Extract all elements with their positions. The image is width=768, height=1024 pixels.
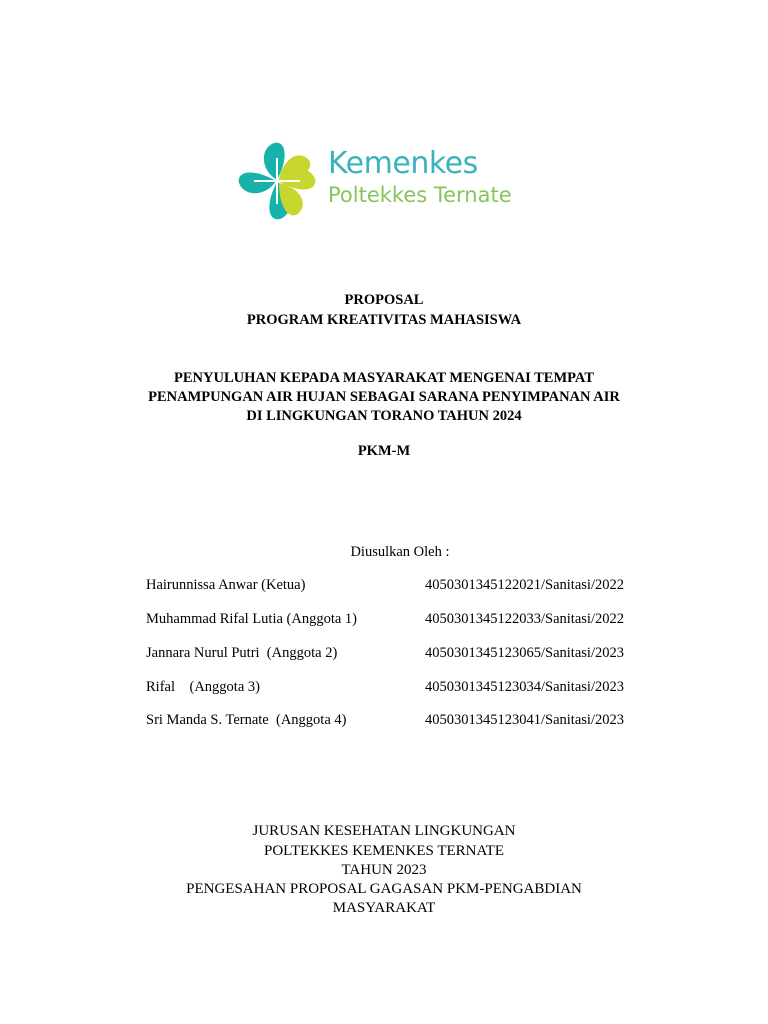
footer-institution: POLTEKKES KEMENKES TERNATE xyxy=(263,843,504,859)
proposal-heading: PROPOSAL xyxy=(344,292,424,308)
member-id: 4050301345123065/Sanitasi/2023 xyxy=(425,645,624,661)
proposal-title-line-2: PENAMPUNGAN AIR HUJAN SEBAGAI SARANA PENYIMPANAN AIR xyxy=(148,389,620,405)
proposal-type: PKM-M xyxy=(357,443,411,459)
logo-brand-text: Kemenkes xyxy=(328,146,478,181)
proposal-title-line-3: DI LINGKUNGAN TORANO TAHUN 2024 xyxy=(246,408,522,424)
kemenkes-emblem-icon xyxy=(236,140,318,222)
member-id: 4050301345123041/Sanitasi/2023 xyxy=(425,712,624,728)
footer-approval-line-1: PENGESAHAN PROPOSAL GAGASAN PKM-PENGABDIAN xyxy=(186,881,582,897)
footer-year: TAHUN 2023 xyxy=(341,862,427,878)
member-name: Muhammad Rifal Lutia (Anggota 1) xyxy=(146,611,358,627)
proposer-label: Diusulkan Oleh : xyxy=(350,544,450,560)
logo-institution-text: Poltekkes Ternate xyxy=(328,183,512,207)
member-name: Sri Manda S. Ternate (Anggota 4) xyxy=(146,712,347,728)
member-id: 4050301345122033/Sanitasi/2022 xyxy=(425,611,624,627)
footer-approval-line-2: MASYARAKAT xyxy=(332,900,436,916)
member-id: 4050301345123034/Sanitasi/2023 xyxy=(425,679,624,695)
member-id: 4050301345122021/Sanitasi/2022 xyxy=(425,577,624,593)
member-name: Jannara Nurul Putri (Anggota 2) xyxy=(146,645,338,661)
program-name: PROGRAM KREATIVITAS MAHASISWA xyxy=(246,312,522,328)
member-name: Rifal (Anggota 3) xyxy=(146,679,260,695)
member-name: Hairunnissa Anwar (Ketua) xyxy=(146,577,306,593)
proposal-title-line-1: PENYULUHAN KEPADA MASYARAKAT MENGENAI TEMPAT xyxy=(174,370,594,386)
footer-department: JURUSAN KESEHATAN LINGKUNGAN xyxy=(252,823,516,839)
kemenkes-logo xyxy=(236,140,546,222)
